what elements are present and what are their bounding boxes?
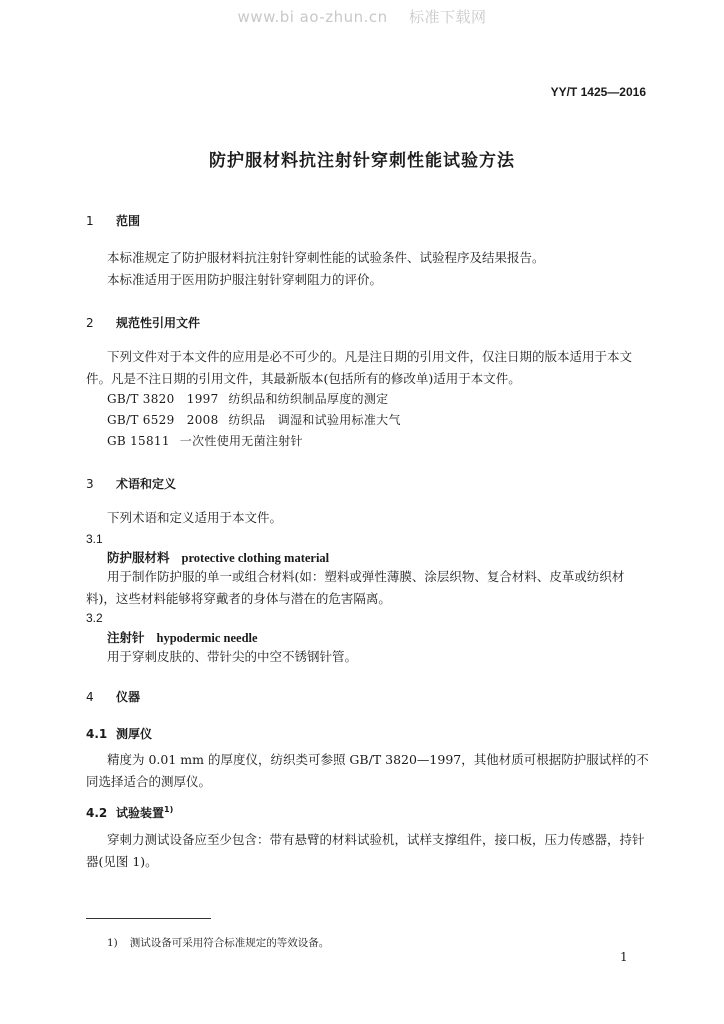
reference-title: 纺织品 调湿和试验用标准大气 xyxy=(228,413,401,427)
reference-code: GB/T 3820 1997 xyxy=(107,392,219,406)
reference-code: GB 15811 xyxy=(107,434,170,448)
watermark xyxy=(0,6,724,27)
section-title: 术语和定义 xyxy=(116,477,177,491)
footnote-number: 1) xyxy=(107,937,118,949)
section-3-paragraph: 下列术语和定义适用于本文件。 xyxy=(107,510,283,525)
watermark-site: 标准下载网 xyxy=(408,8,487,26)
reference-title: 一次性使用无菌注射针 xyxy=(179,434,303,448)
footnote-marker: 1) xyxy=(164,805,174,814)
footnote-separator xyxy=(86,918,211,919)
normative-reference xyxy=(107,411,411,428)
subsection-number: 4.2 xyxy=(86,806,108,820)
document-number: YY/T 1425—2016 xyxy=(550,85,646,99)
term-english: protective clothing material xyxy=(181,551,330,565)
term-definition: 用于穿刺皮肤的、带针尖的中空不锈钢针管。 xyxy=(107,649,358,664)
section-1-paragraph-1: 本标准规定了防护服材料抗注射针穿刺性能的试验条件、试验程序及结果报告。 xyxy=(107,250,545,265)
section-1-heading xyxy=(86,212,140,229)
section-2-heading xyxy=(86,314,200,331)
section-number: 2 xyxy=(86,316,94,330)
term-number: 3.1 xyxy=(86,532,103,546)
term-definition: 用于制作防护服的单一或组合材料(如：塑料或弹性薄膜、涂层织物、复合材料、皮革或纺织材料)，这些材料能够将穿戴者的身体与潜在的危害隔离。 xyxy=(86,569,625,606)
section-title: 范围 xyxy=(116,214,141,228)
subsection-4-2-paragraph: 穿刺力测试设备应至少包含：带有悬臂的材料试验机，试样支撑组件，接口板，压力传感器，持针器(见图 1)。 xyxy=(86,832,645,869)
section-number: 4 xyxy=(86,690,94,704)
subsection-title: 测厚仪 xyxy=(116,727,153,741)
subsection-title: 试验装置 xyxy=(116,806,165,820)
normative-reference xyxy=(107,390,398,407)
footnote xyxy=(107,935,329,950)
reference-code: GB/T 6529 2008 xyxy=(107,413,219,427)
section-1-paragraph-2: 本标准适用于医用防护服注射针穿刺阻力的评价。 xyxy=(107,272,383,287)
subsection-number: 4.1 xyxy=(86,727,108,741)
subsection-4-1-paragraph: 精度为 0.01 mm 的厚度仪，纺织类可参照 GB/T 3820—1997，其他材质可根据防护服试样的不同选择适合的测厚仪。 xyxy=(86,752,649,789)
document-title: 防护服材料抗注射针穿刺性能试验方法 xyxy=(209,151,515,171)
section-3-heading xyxy=(86,475,176,492)
section-number: 1 xyxy=(86,214,94,228)
term-english: hypodermic needle xyxy=(156,631,258,645)
section-title: 仪器 xyxy=(116,690,141,704)
section-number: 3 xyxy=(86,477,94,491)
watermark-url: www.bi ao-zhun.cn xyxy=(237,8,388,26)
reference-title: 纺织品和纺织制品厚度的测定 xyxy=(228,392,389,406)
section-4-heading xyxy=(86,688,140,705)
section-title: 规范性引用文件 xyxy=(116,316,201,330)
normative-reference xyxy=(107,432,313,449)
subsection-4-2-heading xyxy=(86,804,173,821)
section-2-paragraph: 下列文件对于本文件的应用是必不可少的。凡是注日期的引用文件，仅注日期的版本适用于本文件。凡是不注日期的引用文件，其最新版本(包括所有的修改单)适用于本文件。 xyxy=(86,349,633,386)
term-chinese: 注射针 xyxy=(107,630,145,645)
subsection-4-1-heading xyxy=(86,725,152,742)
term-number: 3.2 xyxy=(86,611,103,625)
page-number: 1 xyxy=(620,950,628,964)
term-entry xyxy=(107,548,329,566)
term-chinese: 防护服材料 xyxy=(107,550,170,565)
term-entry xyxy=(107,628,258,646)
footnote-text: 测试设备可采用符合标准规定的等效设备。 xyxy=(129,937,330,949)
